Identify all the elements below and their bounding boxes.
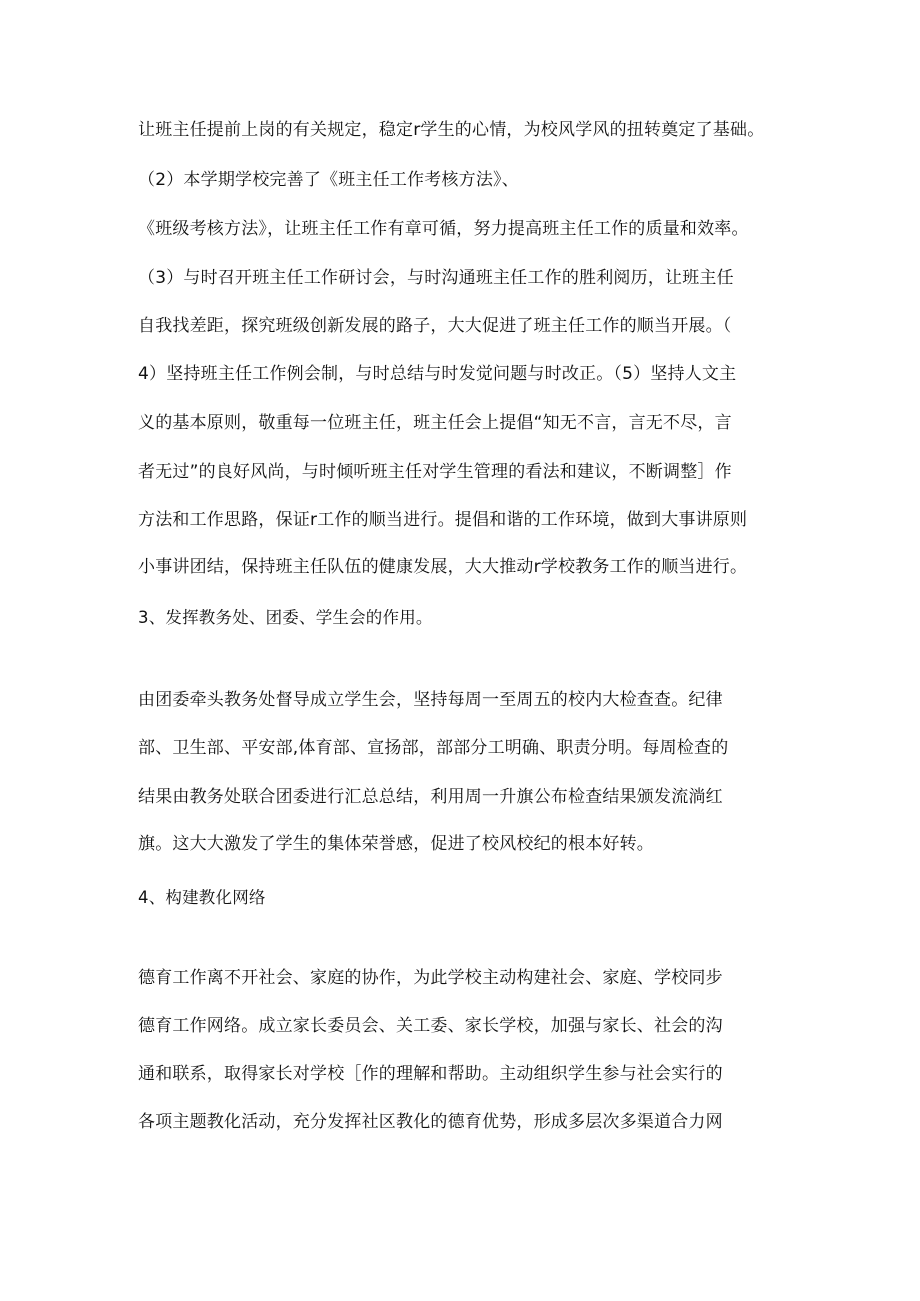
text-line: 旗。这大大激发了学生的集体荣誉感，促进了校风校纪的根本好转。: [138, 834, 654, 854]
text-line: 义的基本原则，敬重每一位班主任，班主任会上提倡“知无不言，言无不尽，言: [138, 413, 732, 433]
text-line: 小事讲团结，保持班主任队伍的健康发展，大大推动r学校教务工作的顺当进行。: [138, 557, 748, 577]
text-line: （3）与时召开班主任工作研讨会，与时沟通班主任工作的胜利阅历，让班主任: [138, 268, 734, 288]
text-line: 让班主任提前上岗的有关规定，稳定r学生的心情，为校风学风的扭转奠定了基础。: [138, 120, 765, 140]
text-line: 通和联系，取得家长对学校［作的理解和帮助。主动组织学生参与社会实行的: [138, 1064, 723, 1084]
text-line: 德育工作网络。成立家长委员会、关工委、家长学校，加强与家长、社会的沟: [138, 1016, 723, 1036]
text-line: 由团委牵头教务处督导成立学生会，坚持每周一至周五的校内大检查查。纪律: [138, 690, 723, 710]
text-line: 各项主题教化活动，充分发挥社区教化的德育优势，形成多层次多渠道合力网: [138, 1112, 723, 1132]
text-line: 结果由教务处联合团委进行汇总总结，利用周一升旗公布检查结果颁发流淌红: [138, 787, 723, 807]
text-line: 部、卫生部、平安部,体育部、宣扬部，部部分工明确、职责分明。每周检查的: [138, 738, 729, 758]
text-line: 《班级考核方法》，让班主任工作有章可循，努力提高班主任工作的质量和效率。: [138, 219, 749, 239]
text-line: 者无过”的良好风尚，与时倾听班主任对学生管理的看法和建议，不断调整］作: [138, 462, 732, 482]
section-heading: 4、构建教化网络: [138, 888, 266, 907]
text-line: 4）坚持班主任工作例会制，与时总结与时发觉问题与时改正。（5）坚持人文主: [138, 364, 737, 384]
text-line: 自我找差距，探究班级创新发展的路子，大大促进了班主任工作的顺当开展。（: [138, 316, 732, 336]
text-line: 方法和工作思路，保证r工作的顺当进行。提倡和谐的工作环境，做到大事讲原则: [138, 510, 748, 530]
text-line: 德育工作离不开社会、家庭的协作，为此学校主动构建社会、家庭、学校同步: [138, 968, 723, 988]
section-heading: 3、发挥教务处、团委、学生会的作用。: [138, 608, 433, 627]
text-line: （2）本学期学校完善了《班主任工作考核方法》、: [138, 170, 519, 190]
